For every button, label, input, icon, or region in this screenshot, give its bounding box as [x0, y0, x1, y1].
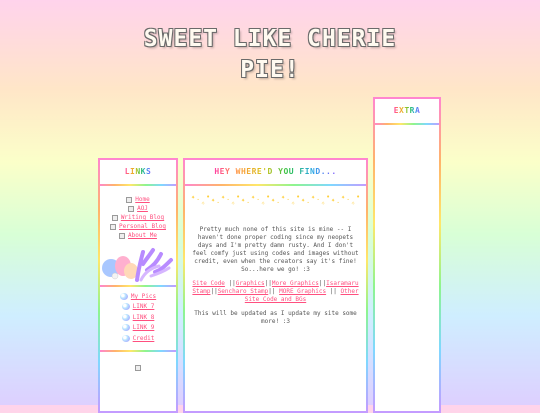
pixel-item-my-pics[interactable]: [100, 291, 176, 302]
nav-item-writing-blog[interactable]: [100, 213, 176, 222]
sparkle-icon: ✦: [271, 196, 276, 204]
credit-link-more-graphics[interactable]: More Graphics: [271, 280, 319, 287]
credit-link-other-site-code[interactable]: Other Site Code and BGs: [244, 288, 359, 303]
sparkle-icon: ✧: [291, 199, 296, 207]
sparkle-divider: [191, 194, 360, 208]
sparkle-icon: ✧: [201, 199, 206, 207]
sparkle-icon: ✦: [281, 193, 286, 201]
nav-item-about-me[interactable]: [100, 231, 176, 240]
site-title: [100, 24, 440, 86]
sparkle-icon: ✦: [301, 196, 306, 204]
sparkle-icon: ✧: [231, 199, 236, 207]
main-panel: [183, 158, 368, 413]
site-title-line1: SWEET LIKE CHERIE: [143, 26, 397, 52]
outro-paragraph: This will be updated as I update my site some more! :3: [194, 310, 357, 325]
sparkle-icon: ✧: [261, 199, 266, 207]
sparkle-icon: ·: [226, 196, 231, 204]
sparkle-icon: ·: [286, 196, 291, 204]
gem-icon: [122, 314, 130, 321]
sparkle-icon: ✦: [221, 193, 226, 201]
credit-link-site-code[interactable]: Site Code: [192, 280, 225, 287]
nav-item-aoj[interactable]: [100, 204, 176, 213]
links-header-label: LINKS: [124, 167, 152, 176]
sparkle-icon: ✦: [211, 196, 216, 204]
broken-image-icon: [135, 365, 141, 371]
sparkle-icon: ·: [276, 199, 281, 207]
broken-image-icon: [119, 233, 125, 239]
sparkle-icon: ·: [196, 196, 201, 204]
pixel-link-link7[interactable]: LINK 7: [132, 303, 155, 311]
nav-link-aoj[interactable]: AOJ: [137, 205, 148, 212]
sparkle-icon: ·: [306, 199, 311, 207]
pixel-link-list: [100, 287, 176, 348]
intro-paragraph: Pretty much none of this site is mine -- I haven't done proper coding since my neopets days and I'm pretty damn rusty. And I don't feel comfy just using codes and images without credit, even when the creators say it's fine! So...here we go! :3: [192, 226, 359, 273]
gem-icon: [122, 335, 130, 342]
nav-link-home[interactable]: Home: [135, 196, 150, 203]
pixel-item-link9[interactable]: [100, 323, 176, 334]
pixel-link-credit[interactable]: Credit: [132, 334, 155, 342]
credit-link-more-graphics-2[interactable]: MORE Graphics: [279, 288, 327, 295]
coral-shells-image: [101, 246, 175, 282]
main-header: [185, 160, 366, 186]
extra-header-label: EXTRA: [393, 106, 421, 115]
sparkle-icon: ✧: [321, 199, 326, 207]
sparkle-icon: •: [296, 193, 301, 201]
credit-links: Site Code ||Graphics||More Graphics||Isaramaru Stamp||Sencharo Stamp|| MORE Graphics || Other Site Code and BGs: [192, 280, 359, 303]
pixel-link-link9[interactable]: LINK 9: [132, 324, 155, 332]
broken-image-icon: [110, 224, 116, 230]
sparkle-icon: •: [236, 193, 241, 201]
pixel-item-link7[interactable]: [100, 302, 176, 313]
sparkle-icon: ·: [336, 199, 341, 207]
sparkle-icon: ✧: [351, 199, 356, 207]
pearl: [112, 273, 118, 279]
sparkle-icon: ·: [316, 196, 321, 204]
broken-image-icon: [126, 197, 132, 203]
bottom-image-wrap: [100, 352, 176, 375]
credit-link-isaramaru-stamp[interactable]: Isaramaru Stamp: [192, 280, 359, 295]
credit-link-sencharo-stamp[interactable]: Sencharo Stamp: [217, 288, 269, 295]
sparkle-icon: ✦: [331, 196, 336, 204]
sparkle-icon: •: [266, 193, 271, 201]
extra-header: [375, 99, 439, 125]
nav-link-writing-blog[interactable]: Writing Blog: [120, 214, 165, 221]
broken-image-icon: [112, 215, 118, 221]
sparkle-icon: ✦: [311, 193, 316, 201]
gem-icon: [122, 324, 130, 331]
broken-image-icon: [128, 206, 134, 212]
main-content: [189, 226, 362, 332]
nav-link-about-me[interactable]: About Me: [128, 232, 157, 239]
extra-panel: [373, 97, 441, 413]
sparkle-icon: ·: [246, 199, 251, 207]
sparkle-icon: •: [206, 193, 211, 201]
sparkle-icon: ·: [346, 196, 351, 204]
pixel-item-credit[interactable]: [100, 333, 176, 344]
pixel-link-link8[interactable]: LINK 8: [132, 313, 155, 321]
sparkle-icon: •: [356, 193, 361, 201]
sparkle-icon: ✦: [241, 196, 246, 204]
pixel-link-my-pics[interactable]: My Pics: [130, 292, 157, 300]
main-header-label: HEY WHERE'D YOU FIND...: [214, 167, 337, 176]
sparkle-icon: ·: [256, 196, 261, 204]
links-panel: [98, 158, 178, 413]
nav-list: [100, 186, 176, 244]
sparkle-icon: ✦: [251, 193, 256, 201]
credit-link-graphics[interactable]: Graphics: [235, 280, 265, 287]
sparkle-icon: ·: [216, 199, 221, 207]
sparkle-icon: ✦: [191, 193, 196, 201]
sparkle-icon: •: [326, 193, 331, 201]
site-title-line2: PIE!: [240, 57, 300, 83]
sparkle-icon: ✦: [341, 193, 346, 201]
nav-item-home[interactable]: [100, 195, 176, 204]
nav-link-personal-blog[interactable]: Personal Blog: [119, 223, 166, 230]
nav-item-personal-blog[interactable]: [100, 222, 176, 231]
gem-icon: [122, 303, 130, 310]
pixel-item-link8[interactable]: [100, 312, 176, 323]
gem-icon: [120, 293, 128, 300]
links-header: [100, 160, 176, 186]
